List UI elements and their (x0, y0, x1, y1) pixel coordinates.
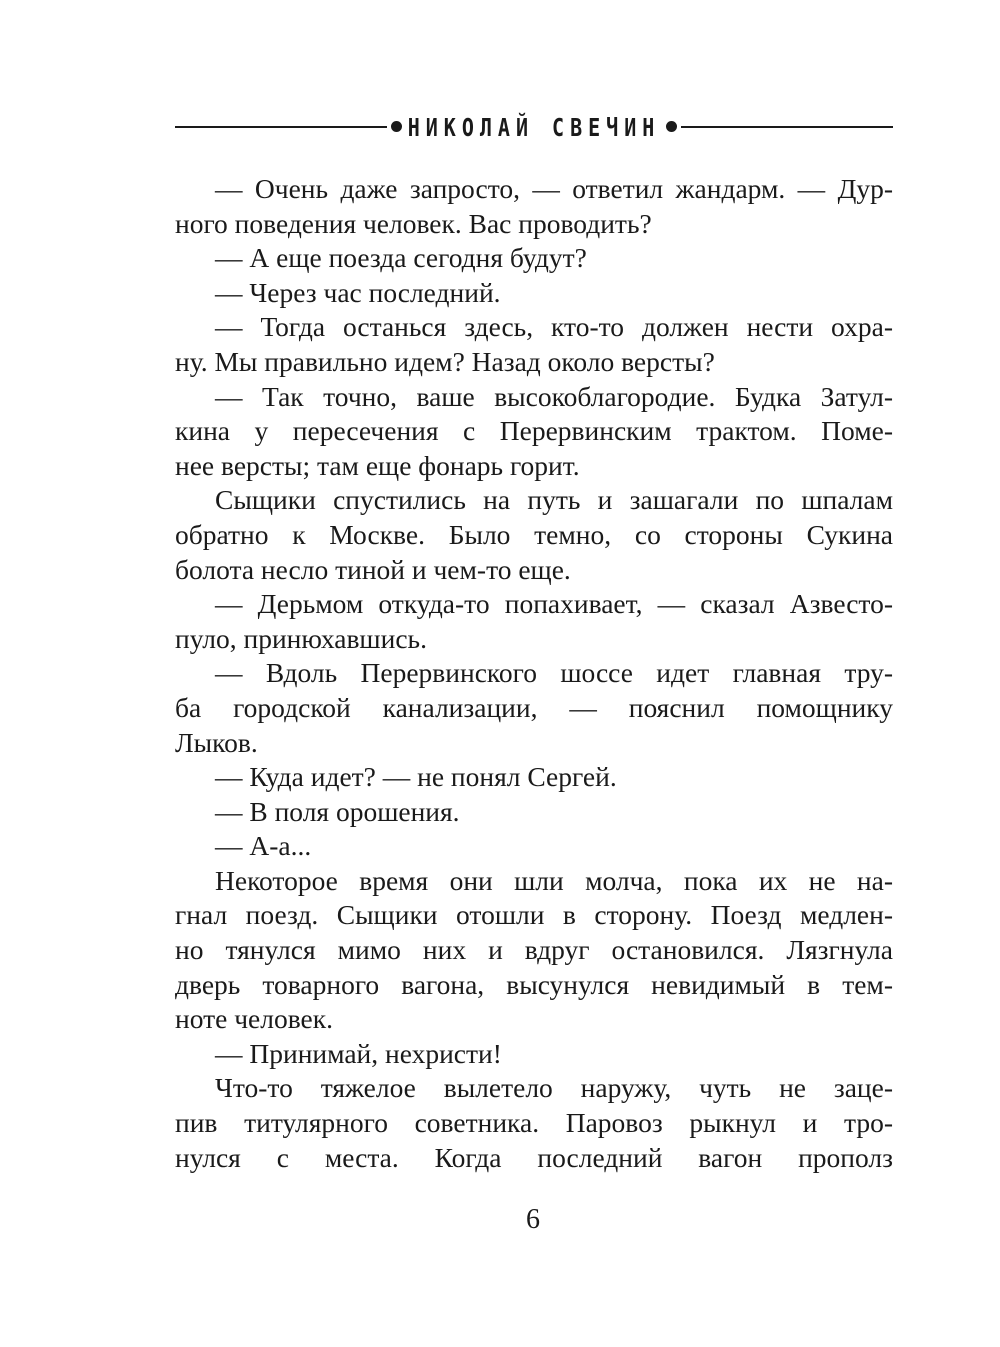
text-line: нулся с места. Когда последний вагон прополз (175, 1141, 893, 1173)
text-line: Лыков. (175, 726, 258, 758)
text-line: — Куда идет? — не понял Сергей. (215, 761, 617, 793)
running-header (175, 112, 893, 142)
text-line: — Очень даже запросто, — ответил жандарм. — Дур- (215, 173, 893, 204)
page-number: 6 (526, 1204, 540, 1235)
text-line: ноте человек. (175, 1003, 333, 1035)
header-author: НИКОЛАЙ СВЕЧИН (407, 112, 661, 142)
text-line: Сыщики спустились на путь и зашагали по шпалам (215, 484, 893, 516)
header-dot-right (666, 121, 677, 132)
text-line: — Так точно, ваше высокоблагородие. Будка Затул- (215, 380, 893, 412)
text-line: Некоторое время они шли молча, пока их не на- (215, 864, 893, 896)
body-text (175, 172, 893, 1175)
text-line: ба городской канализации, — пояснил помощнику (175, 691, 893, 723)
text-line: — А-а... (215, 830, 312, 862)
text-line: — Тогда останься здесь, кто-то должен нести охра- (215, 311, 893, 343)
header-rule-right (681, 126, 893, 128)
text-line: — Вдоль Перервинского шоссе идет главная тру- (215, 657, 893, 689)
text-line: гнал поезд. Сыщики отошли в сторону. Поезд медлен- (175, 899, 893, 931)
text-line: дверь товарного вагона, высунулся невидимый в тем- (175, 968, 893, 1000)
text-line: ну. Мы правильно идем? Назад около версты? (175, 345, 715, 377)
text-line: пив титулярного советника. Паровоз рыкнул и тро- (175, 1107, 893, 1139)
text-line: — Принимай, нехристи! (215, 1037, 502, 1069)
text-line: нее версты; там еще фонарь горит. (175, 449, 580, 481)
text-line: обратно к Москве. Было темно, со стороны Сукина (175, 518, 893, 550)
text-line: пуло, принюхавшись. (175, 622, 427, 654)
text-line: кина у пересечения с Перервинским трактом. Поме- (175, 415, 893, 447)
text-line: — В поля орошения. (215, 795, 460, 827)
text-line: болота несло тиной и чем-то еще. (175, 553, 571, 585)
text-line: — Через час последний. (215, 276, 501, 308)
text-line: — А еще поезда сегодня будут? (215, 242, 587, 274)
text-line: Что-то тяжелое вылетело наружу, чуть не заце- (215, 1072, 893, 1104)
text-line: ного поведения человек. Вас проводить? (175, 207, 652, 239)
text-line: — Дерьмом откуда-то попахивает, — сказал Азвесто- (215, 588, 893, 620)
text-line: но тянулся мимо них и вдруг остановился. Лязгнула (175, 934, 893, 966)
